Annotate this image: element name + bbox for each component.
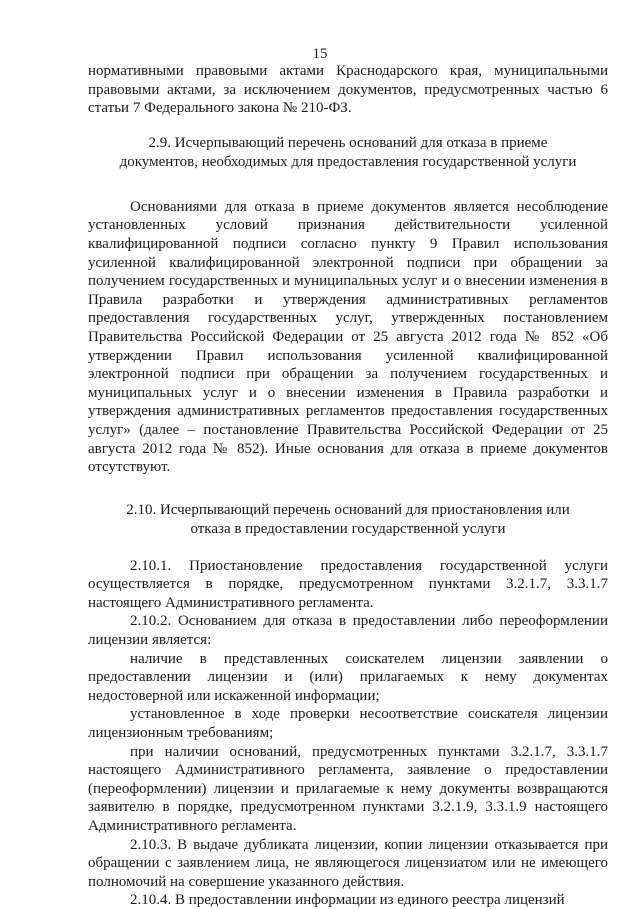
paragraph-2-10-2: 2.10.2. Основанием для отказа в предоставлении либо переоформлении лицензии является:	[88, 613, 608, 649]
paragraph-2-10-1: 2.10.1. Приостановление предоставления государственной услуги осуществляется в порядке, предусмотренном пунктами 3.2.1.7, 3.3.1.7 настоящего Административного регламента.	[88, 557, 608, 611]
paragraph-2-10-4: 2.10.4. В предоставлении информации из единого реестра лицензий	[130, 892, 565, 909]
paragraph-2-10-2-b: установленное в ходе проверки несоответствие соискателя лицензии лицензионным требованиям;	[88, 706, 608, 742]
paragraph-intro: нормативными правовыми актами Краснодарского края, муниципальными правовыми актами, за исключением документов, предусмотренных частью 6 статьи 7 Федерального закона № 210-ФЗ.	[88, 63, 608, 117]
paragraph-2-10-3: 2.10.3. В выдаче дубликата лицензии, копии лицензии отказывается при обращении с заявлением лица, не являющегося лицензиатом или не имеющего полномочий на совершение указанного действия.	[88, 836, 608, 890]
section-heading-2-9: 2.9. Исчерпывающий перечень оснований для отказа в приеме документов, необходимых для предоставления государственной услуги	[119, 134, 577, 170]
paragraph-2-10-2-c: при наличии оснований, предусмотренных пунктами 3.2.1.7, 3.3.1.7 настоящего Административного регламента, заявление о предоставлении (переоформлении) лицензии и прилагаемые к нему документы возвращаются заявителю в порядке, предусмотренном пунктами 3.2.1.9, 3.3.1.9 настоящего Административного регламента.	[88, 743, 608, 834]
section-heading-2-10: 2.10. Исчерпывающий перечень оснований для приостановления или отказа в предоставлении государственной услуги	[126, 501, 570, 537]
paragraph-2-10-2-a: наличие в представленных соискателем лицензии заявлении о предоставлении лицензии и (или) прилагаемых к нему документах недостоверной или искаженной информации;	[88, 650, 608, 704]
paragraph-2-9: Основаниями для отказа в приеме документов является несоблюдение установленных условий признания действительности усиленной квалифицированной подписи согласно пункту 9 Правил использования усиленной квалифицированной электронной подписи при обращении за получением государственных и муниципальных услуг и о внесении изменения в Правила разработки и утверждения административных регламентов предоставления государственных услуг, утвержденных постановлением Правительства Российской Федерации от 25 августа 2012 года № 852 «Об утверждении Правил использования усиленной квалифицированной электронной подписи при обращении за получением государственных и муниципальных услуг и о внесении изменения в Правила разработки и утверждения административных регламентов предоставления государственных услуг» (далее – постановление Правительства Российской Федерации от 25 августа 2012 года № 852). Иные основания для отказа в приеме документов отсутствуют.	[88, 198, 608, 476]
page-number: 15	[312, 46, 328, 62]
document-body	[88, 62, 608, 910]
